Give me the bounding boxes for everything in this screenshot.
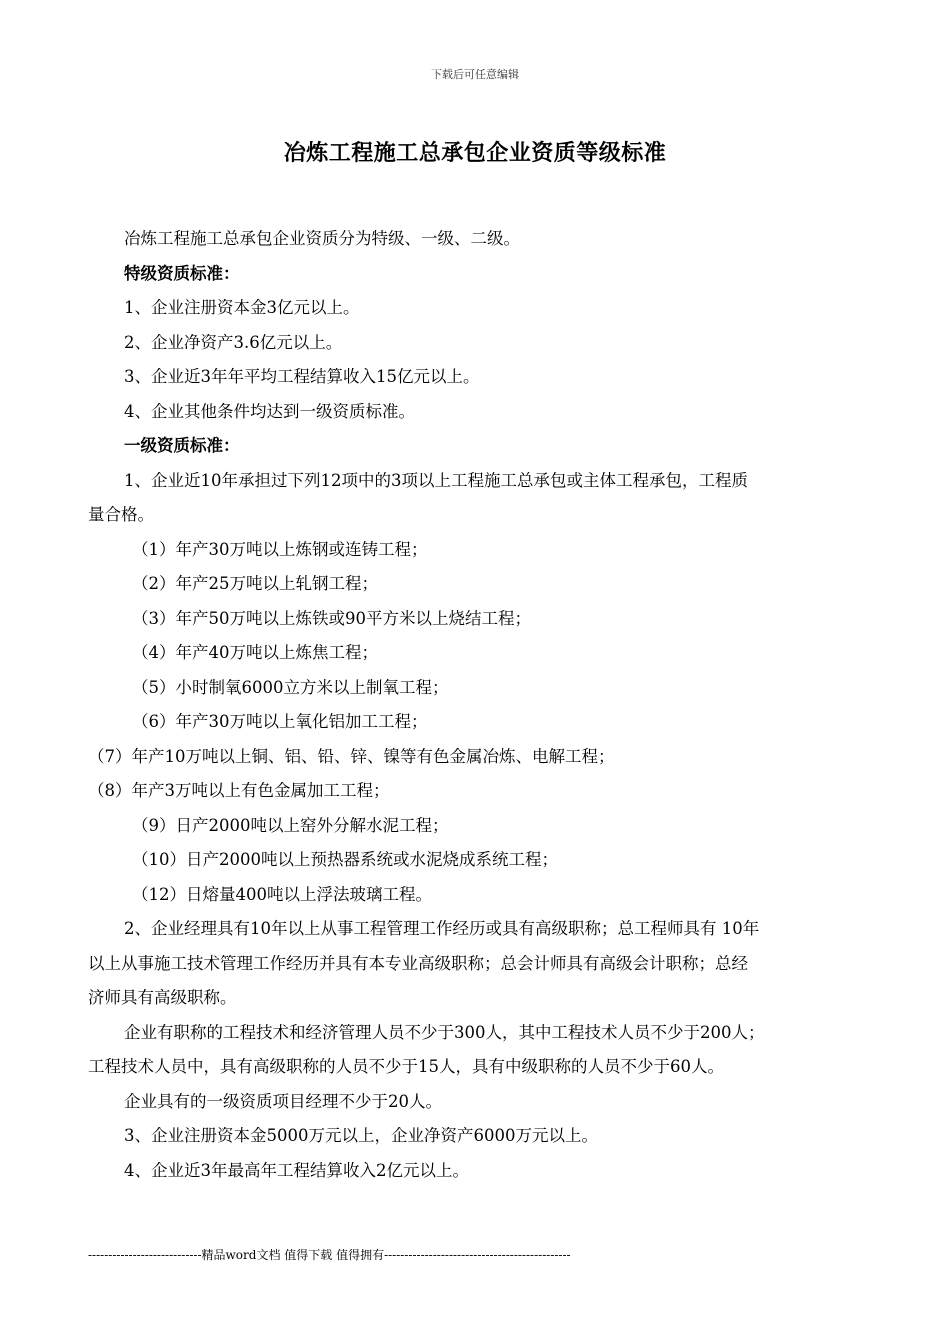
special-grade-heading: 特级资质标准： (124, 263, 240, 283)
sub-item-6: （6）年产30万吨以上氧化铝加工工程； (132, 712, 428, 731)
first-item-3: 3、企业注册资本金5000万元以上，企业净资产6000万元以上。 (124, 1126, 598, 1145)
special-item-3: 3、企业近3年年平均工程结算收入15亿元以上。 (124, 367, 480, 386)
first-item-1-line-2: 量合格。 (88, 505, 154, 524)
footer-note: ----------------------------精品word文档 值得下载 值得拥有---------------------------------------------- (88, 1248, 571, 1262)
project-manager-requirement: 企业具有的一级资质项目经理不少于20人。 (124, 1091, 442, 1111)
sub-item-4: （4）年产40万吨以上炼焦工程； (132, 643, 378, 662)
first-item-4: 4、企业近3年最高年工程结算收入2亿元以上。 (124, 1160, 469, 1180)
document-title: 冶炼工程施工总承包企业资质等级标准 (283, 140, 667, 166)
header-note: 下载后可任意编辑 (431, 68, 519, 81)
sub-item-9: （9）日产2000吨以上窑外分解水泥工程； (132, 815, 449, 835)
sub-item-8: （8）年产3万吨以上有色金属加工工程； (88, 781, 390, 800)
special-item-4: 4、企业其他条件均达到一级资质标准。 (124, 401, 415, 421)
sub-item-10: （10）日产2000吨以上预热器系统或水泥烧成系统工程； (132, 850, 558, 869)
first-item-2-line-3: 济师具有高级职称。 (88, 988, 237, 1007)
intro-paragraph: 冶炼工程施工总承包企业资质分为特级、一级、二级。 (124, 229, 520, 248)
first-item-2-line-1: 2、企业经理具有10年以上从事工程管理工作经历或具有高级职称；总工程师具有 10年 (124, 919, 760, 938)
sub-item-1: （1）年产30万吨以上炼钢或连铸工程； (132, 539, 428, 559)
special-item-2: 2、企业净资产3.6亿元以上。 (124, 332, 343, 352)
staff-paragraph-line-1: 企业有职称的工程技术和经济管理人员不少于300人，其中工程技术人员不少于200人； (124, 1022, 765, 1042)
sub-item-12: （12）日熔量400吨以上浮法玻璃工程。 (132, 884, 432, 904)
sub-item-5: （5）小时制氧6000立方米以上制氧工程； (132, 677, 449, 697)
first-item-1-line-1: 1、企业近10年承担过下列12项中的3项以上工程施工总承包或主体工程承包，工程质 (124, 470, 748, 490)
special-item-1: 1、企业注册资本金3亿元以上。 (124, 298, 360, 317)
sub-item-7: （7）年产10万吨以上铜、铝、铅、锌、镍等有色金属冶炼、电解工程； (88, 746, 615, 766)
first-grade-heading: 一级资质标准： (124, 436, 240, 455)
sub-item-3: （3）年产50万吨以上炼铁或90平方米以上烧结工程； (132, 608, 531, 628)
sub-item-2: （2）年产25万吨以上轧钢工程； (132, 574, 378, 593)
document-body (88, 222, 868, 1188)
staff-paragraph-line-2: 工程技术人员中，具有高级职称的人员不少于15人，具有中级职称的人员不少于60人。 (88, 1057, 724, 1076)
first-item-2-line-2: 以上从事施工技术管理工作经历并具有本专业高级职称；总会计师具有高级会计职称；总经 (88, 953, 748, 973)
